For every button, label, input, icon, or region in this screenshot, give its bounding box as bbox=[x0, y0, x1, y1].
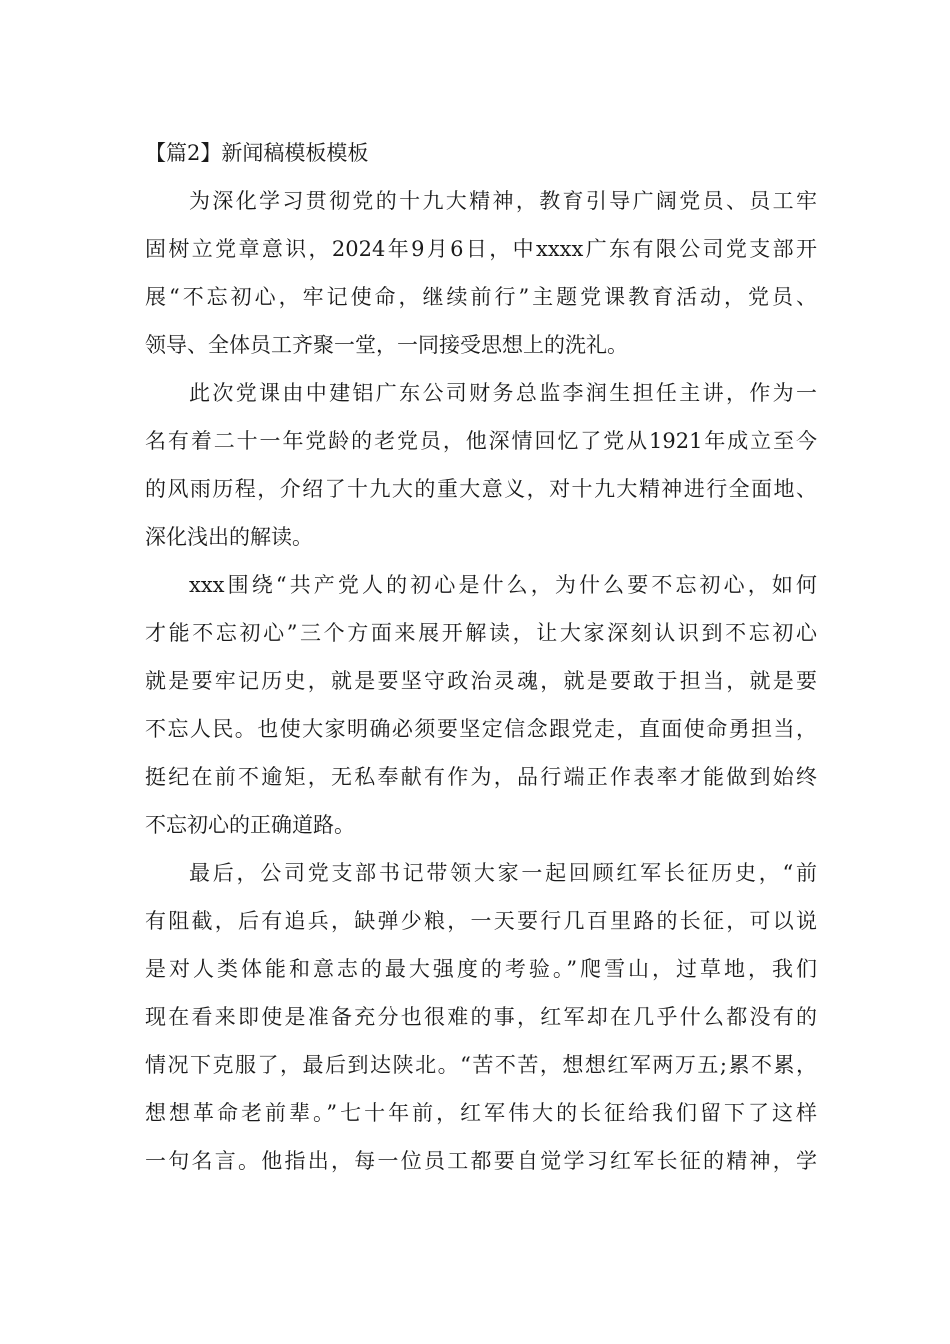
paragraph-3-line-1: xxx围绕“共产党人的初心是什么，为什么要不忘初心，如何 bbox=[189, 573, 817, 597]
paragraph-4-line-6: 想想革命老前辈。”七十年前，红军伟大的长征给我们留下了这样 bbox=[145, 1101, 817, 1125]
paragraph-2-line-4: 深化浅出的解读。 bbox=[145, 525, 313, 549]
document-title: 【篇2】新闻稿模板模板 bbox=[145, 141, 369, 165]
paragraph-3-line-2: 才能不忘初心”三个方面来展开解读，让大家深刻认识到不忘初心 bbox=[145, 621, 817, 645]
paragraph-4-line-5: 情况下克服了，最后到达陕北。“苦不苦，想想红军两万五;累不累， bbox=[145, 1053, 817, 1077]
paragraph-1-line-3: 展“不忘初心，牢记使命，继续前行”主题党课教育活动，党员、 bbox=[145, 285, 817, 309]
paragraph-4-line-3: 是对人类体能和意志的最大强度的考验。”爬雪山，过草地，我们 bbox=[145, 957, 817, 981]
paragraph-2-line-3: 的风雨历程，介绍了十九大的重大意义，对十九大精神进行全面地、 bbox=[145, 477, 817, 501]
paragraph-3-line-5: 挺纪在前不逾矩，无私奉献有作为，品行端正作表率才能做到始终 bbox=[145, 765, 817, 789]
paragraph-4-line-1: 最后，公司党支部书记带领大家一起回顾红军长征历史，“前 bbox=[189, 861, 817, 885]
paragraph-3-line-3: 就是要牢记历史，就是要坚守政治灵魂，就是要敢于担当，就是要 bbox=[145, 669, 817, 693]
paragraph-2-line-2: 名有着二十一年党龄的老党员，他深情回忆了党从1921年成立至今 bbox=[145, 429, 817, 453]
paragraph-4-line-2: 有阻截，后有追兵，缺弹少粮，一天要行几百里路的长征，可以说 bbox=[145, 909, 817, 933]
paragraph-1-line-1: 为深化学习贯彻党的十九大精神，教育引导广阔党员、员工牢 bbox=[189, 189, 817, 213]
paragraph-2-line-1: 此次党课由中建铝广东公司财务总监李润生担任主讲，作为一 bbox=[189, 381, 817, 405]
paragraph-1-line-2: 固树立党章意识，2024年9月6日，中xxxx广东有限公司党支部开 bbox=[145, 237, 817, 261]
paragraph-4-line-4: 现在看来即使是准备充分也很难的事，红军却在几乎什么都没有的 bbox=[145, 1005, 817, 1029]
paragraph-4-line-7: 一句名言。他指出，每一位员工都要自觉学习红军长征的精神，学 bbox=[145, 1149, 817, 1173]
paragraph-3-line-4: 不忘人民。也使大家明确必须要坚定信念跟党走，直面使命勇担当， bbox=[145, 717, 817, 741]
paragraph-3-line-6: 不忘初心的正确道路。 bbox=[145, 813, 355, 837]
paragraph-1-line-4: 领导、全体员工齐聚一堂，一同接受思想上的洗礼。 bbox=[145, 333, 628, 357]
